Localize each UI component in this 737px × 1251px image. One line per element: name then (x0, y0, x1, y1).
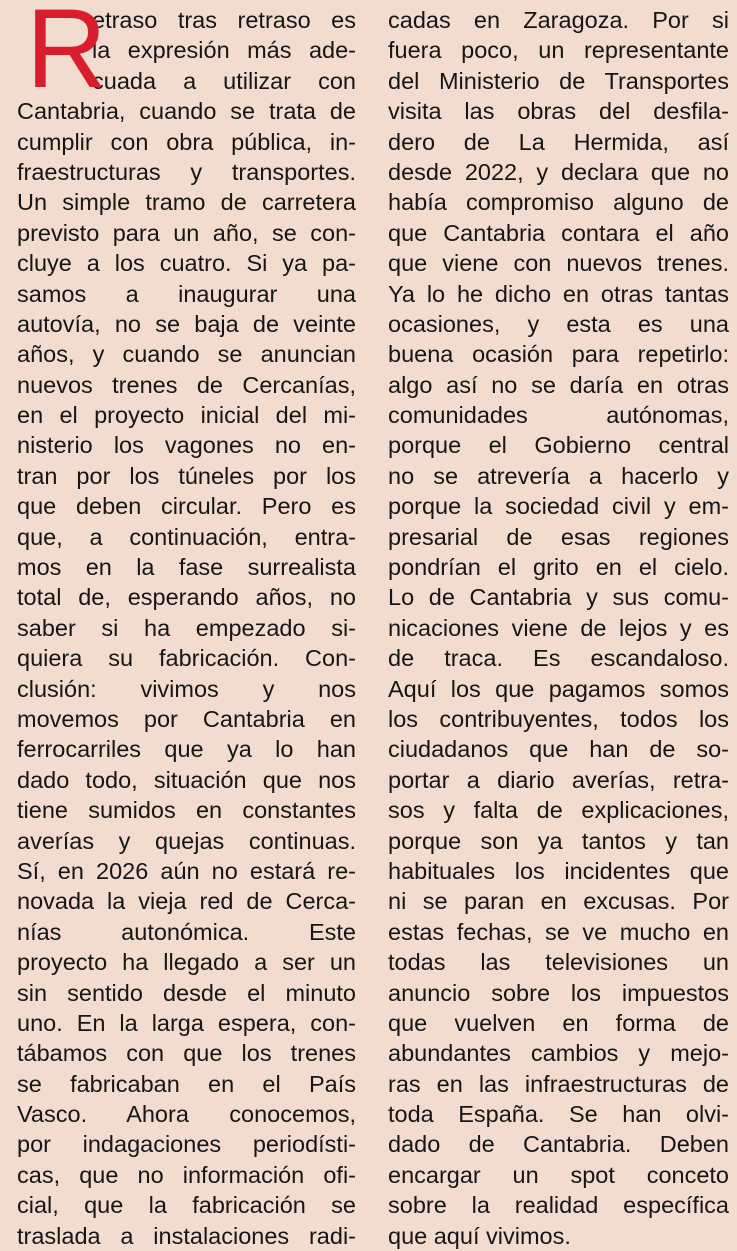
text-line: que vuelven en forma de (388, 1009, 729, 1036)
text-line: que deben circular. Pero es (17, 493, 356, 520)
text-line: total de, esperando años, no (17, 584, 356, 611)
text-line: en el proyecto inicial del mi- (17, 402, 356, 429)
text-line: tran por los túneles por los (17, 462, 356, 489)
drop-cap: R (26, 0, 107, 111)
text-line: Un simple tramo de carretera (17, 189, 356, 216)
text-line: ferrocarriles que ya lo han (17, 736, 356, 763)
text-line: ras en las infraestructuras de (388, 1070, 729, 1097)
text-line: dero de La Hermida, así (388, 128, 729, 155)
text-line: previsto para un año, se con- (17, 219, 356, 246)
text-line: saber si ha empezado si- (17, 614, 356, 641)
text-line: había compromiso alguno de (388, 189, 729, 216)
text-line: uno. En la larga espera, con- (17, 1009, 356, 1036)
text-line: porque la sociedad civil y em- (388, 493, 729, 520)
text-line: la expresión más ade- (92, 37, 356, 64)
text-line: tábamos con que los trenes (17, 1040, 356, 1067)
text-line: averías y quejas continuas. (17, 827, 356, 854)
text-line: autovía, no se baja de veinte (17, 310, 356, 337)
text-line: quiera su fabricación. Con- (17, 645, 356, 672)
text-line: de traca. Es escandaloso. (388, 645, 729, 672)
text-line: comunidades autónomas, (388, 402, 729, 429)
text-line: años, y cuando se anuncian (17, 341, 356, 368)
text-line: que aquí vivimos. (388, 1222, 571, 1249)
text-line: cluye a los cuatro. Si ya pa- (17, 250, 356, 277)
text-line: Ya lo he dicho en otras tantas (388, 280, 729, 307)
text-line: sin sentido desde el minuto (17, 979, 356, 1006)
text-line: Aquí los que pagamos somos (388, 675, 729, 702)
text-line: visita las obras del desfila- (388, 98, 729, 125)
text-line: porque el Gobierno central (388, 432, 729, 459)
text-line: Sí, en 2026 aún no estará re- (17, 857, 356, 884)
text-line: abundantes cambios y mejo- (388, 1040, 729, 1067)
text-line: cial, que la fabricación se (17, 1192, 356, 1219)
text-line: porque son ya tantos y tan (388, 827, 729, 854)
text-line: Lo de Cantabria y sus comu- (388, 584, 729, 611)
text-line: dado de Cantabria. Deben (388, 1131, 729, 1158)
text-line: buena ocasión para repetirlo: (388, 341, 729, 368)
text-line: ocasiones, y esta es una (388, 310, 729, 337)
left-column-text (17, 5, 356, 1251)
text-line: toda España. Se han olvi- (388, 1101, 729, 1128)
text-line: encargar un spot conceto (388, 1161, 729, 1188)
text-line: presarial de esas regiones (388, 523, 729, 550)
text-line: etraso tras retraso es (92, 7, 356, 33)
text-line: movemos por Cantabria en (17, 705, 356, 732)
text-line: que Cantabria contara el año (388, 219, 729, 246)
text-line: proyecto ha llegado a ser un (17, 949, 356, 976)
text-line: sobre la realidad específica (388, 1192, 729, 1219)
text-line: cuada a utilizar con (92, 67, 356, 94)
text-line: Vasco. Ahora conocemos, (17, 1101, 356, 1128)
text-line: habituales los incidentes que (388, 857, 729, 884)
text-line: ciudadanos que han de so- (388, 736, 729, 763)
text-line: portar a diario averías, retra- (388, 766, 729, 793)
text-line: nicaciones viene de lejos y es (388, 614, 729, 641)
text-line: anuncio sobre los impuestos (388, 979, 729, 1006)
text-line: los contribuyentes, todos los (388, 705, 729, 732)
text-line: novada la vieja red de Cerca- (17, 888, 356, 915)
right-column-text (388, 5, 729, 1251)
article-column-right (388, 5, 729, 1251)
text-line: Cantabria, cuando se trata de (17, 98, 356, 125)
text-line: nisterio los vagones no en- (17, 432, 356, 459)
text-line: nuevos trenes de Cercanías, (17, 371, 356, 398)
text-line: dado todo, situación que nos (17, 766, 356, 793)
text-line: fuera poco, un representante (388, 37, 729, 64)
text-line: cumplir con obra pública, in- (17, 128, 356, 155)
article-column-left (17, 0, 356, 1251)
text-line: se fabricaban en el País (17, 1070, 356, 1097)
text-line: algo así no se daría en otras (388, 371, 729, 398)
text-line: desde 2022, y declara que no (388, 158, 729, 185)
text-line: cadas en Zaragoza. Por si (388, 7, 729, 33)
text-line: no se atrevería a hacerlo y (388, 462, 729, 489)
text-line: estas fechas, se ve mucho en (388, 918, 729, 945)
text-line: fraestructuras y transportes. (17, 158, 356, 185)
text-line: nías autonómica. Este (17, 918, 356, 945)
text-line: tiene sumidos en constantes (17, 797, 356, 824)
text-line: clusión: vivimos y nos (17, 675, 356, 702)
text-line: todas las televisiones un (388, 949, 729, 976)
text-line: mos en la fase surrealista (17, 554, 356, 581)
text-line: samos a inaugurar una (17, 280, 356, 307)
text-line: por indagaciones periodísti- (17, 1131, 356, 1158)
text-line: cas, que no información ofi- (17, 1161, 356, 1188)
text-line: del Ministerio de Transportes (388, 67, 729, 94)
text-line: traslada a instalaciones radi- (17, 1222, 356, 1249)
text-line: ni se paran en excusas. Por (388, 888, 729, 915)
text-line: que, a continuación, entra- (17, 523, 356, 550)
text-line: que viene con nuevos trenes. (388, 250, 729, 277)
text-line: sos y falta de explicaciones, (388, 797, 729, 824)
text-line: pondrían el grito en el cielo. (388, 554, 729, 581)
